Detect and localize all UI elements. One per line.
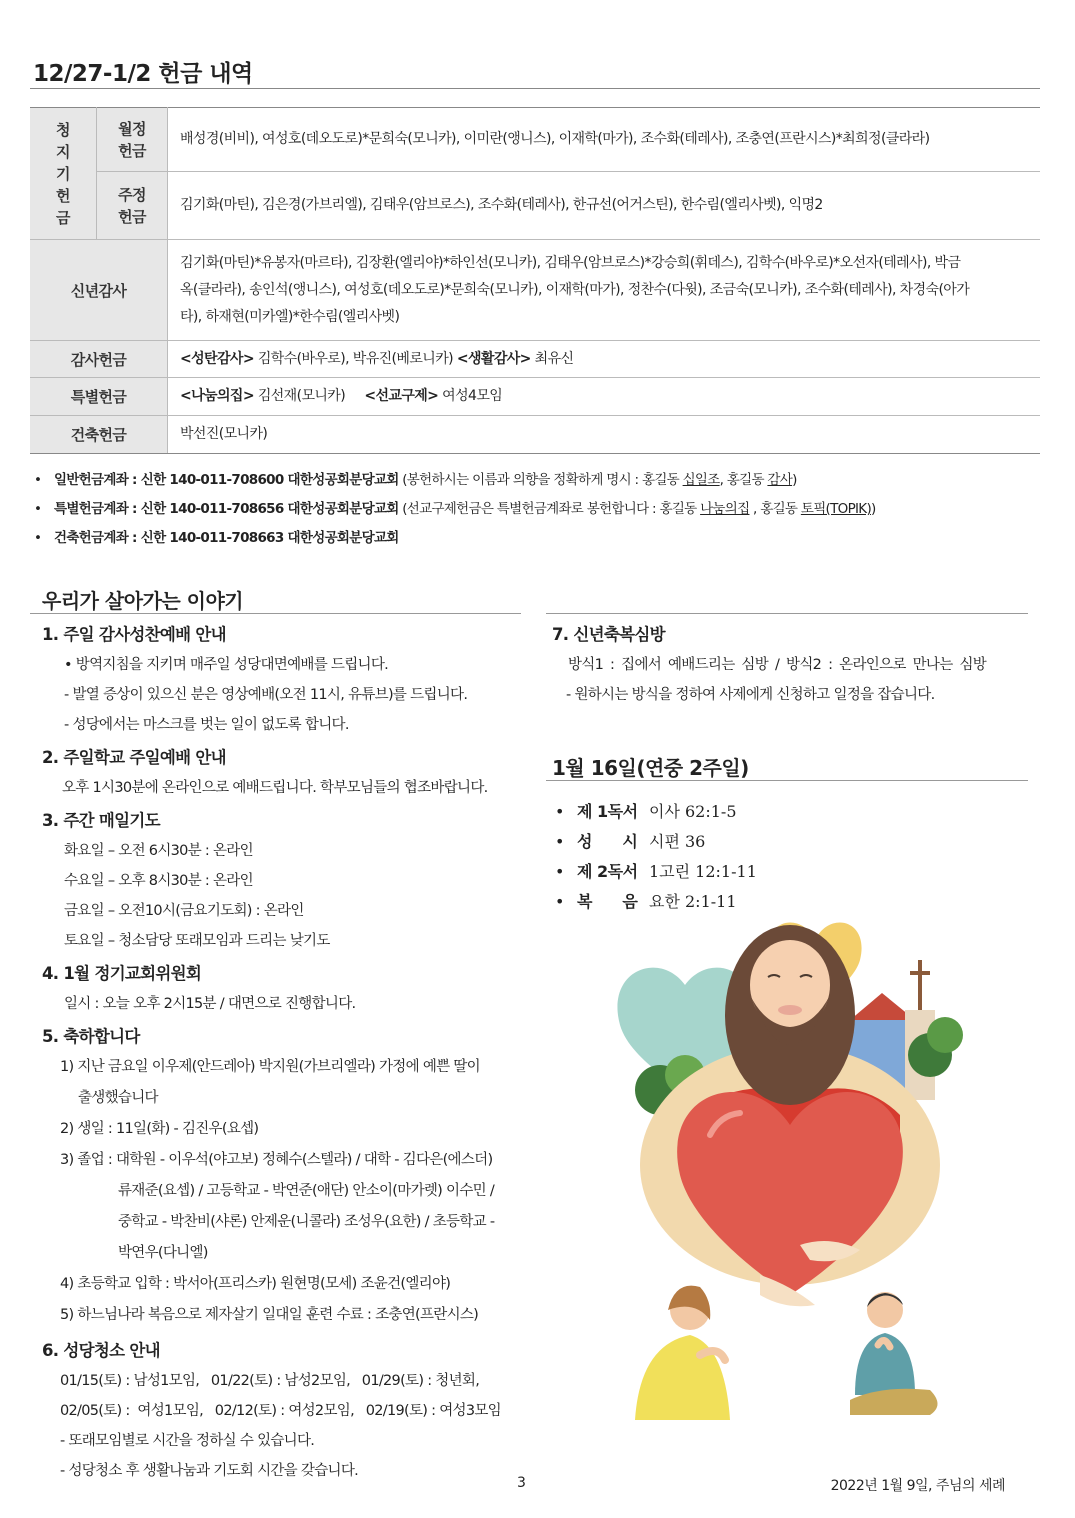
reading-item: • 복 음 요한 2:1-11 (555, 892, 737, 911)
thanks-value: <성탄감사> 김학수(바우로), 박유진(베로니카) <생활감사> 최유신 (168, 341, 1041, 378)
section-6-line: - 또래모임별로 시간을 정하실 수 있습니다. (60, 1433, 315, 1449)
section-5-line: 박연우(다니엘) (118, 1245, 208, 1261)
section-3-line: 금요일 – 오전10시(금요기도회) : 온라인 (64, 903, 304, 919)
right-divider (546, 613, 1028, 614)
section-4-line: 일시 : 오늘 오후 2시15분 / 대면으로 진행합니다. (64, 996, 356, 1012)
thanks-label: 감사헌금 (30, 341, 168, 378)
section-3-title: 3. 주간 매일기도 (42, 811, 160, 830)
section-1-line: - 발열 증상이 있으신 분은 영상예배(오전 11시, 유튜브)를 드립니다. (64, 687, 468, 703)
reading-item: • 제 2독서 1고린 12:1-11 (555, 862, 757, 881)
reading-item: • 성 시 시편 36 (555, 832, 706, 851)
section-5-title: 5. 축하합니다 (42, 1027, 140, 1046)
section-5-line: 2) 생일 : 11일(화) - 김진우(요셉) (60, 1121, 259, 1137)
building-account-item: • 건축헌금계좌 : 신한 140-011-708663 대한성공회분당교회 (30, 524, 1070, 553)
section-4-title: 4. 1월 정기교회위원회 (42, 964, 202, 983)
offering-table (30, 107, 1040, 454)
section-6-line: - 성당청소 후 생활나눔과 기도회 시간을 갖습니다. (60, 1463, 359, 1479)
special-value: <나눔의집> 김선재(모니카) <선교구제> 여성4모임 (168, 378, 1041, 416)
monthly-offering-value: 배성경(비비), 여성호(데오도로)*문희숙(모니카), 이미란(앵니스), 이재학(마가), 조수화(테레사), 조충연(프란시스)*최희정(클라라) (168, 108, 1041, 172)
story-title: 우리가 살아가는 이야기 (42, 589, 244, 613)
section-1-line: • 방역지침을 지키며 매주일 성당대면예배를 드립니다. (64, 657, 389, 673)
section-5-line: 출생했습니다 (78, 1090, 158, 1106)
building-label: 건축헌금 (30, 416, 168, 454)
newyear-label: 신년감사 (30, 240, 168, 341)
section-7-line: - 원하시는 방식을 정하여 사제에게 신청하고 일정을 잡습니다. (566, 687, 935, 703)
section-5-line: 3) 졸업 : 대학원 - 이우석(야고보) 정혜수(스텔라) / 대학 - 김다은(에스더) (60, 1152, 493, 1168)
footer-date: 2022년 1월 9일, 주님의 세례 (830, 1478, 1005, 1494)
weekly-offering-label: 주정 헌금 (97, 172, 168, 240)
story-left-column (42, 620, 522, 1486)
section-5-line: 류재준(요셉) / 고등학교 - 박연준(애단) 안소이(마가렛) 이수민 / (118, 1183, 495, 1199)
building-value: 박선진(모니카) (168, 416, 1041, 454)
regular-offering-label: 청 지 기 헌 금 (30, 108, 97, 240)
page-number: 3 (517, 1475, 526, 1491)
section-6-line: 02/05(토) : 여성1모임, 02/12(토) : 여성2모임, 02/19(토) : 여성3모임 (60, 1403, 501, 1419)
special-account-item: • 특별헌금계좌 : 신한 140-011-708656 대한성공회분당교회 (선교구제헌금은 특별헌금계좌로 봉헌합니다 : 홍길동 나눔의집 , 홍길동 토픽(TOPIK)) (30, 495, 1070, 524)
section-5-line: 1) 지난 금요일 이우제(안드레아) 박지원(가브리엘라) 가정에 예쁜 딸이 (60, 1059, 480, 1075)
section-5-line: 4) 초등학교 입학 : 박서아(프리스카) 원현명(모세) 조윤건(엘리야) (60, 1276, 451, 1292)
section-3-line: 화요일 – 오전 6시30분 : 온라인 (64, 843, 253, 859)
jesus-heart-illustration (600, 915, 980, 1420)
general-account-item: • 일반헌금계좌 : 신한 140-011-708600 대한성공회분당교회 (봉헌하시는 이름과 의향을 정확하게 명시 : 홍길동 십일조, 홍길동 감사) (30, 466, 1070, 495)
section-6-line: 01/15(토) : 남성1모임, 01/22(토) : 남성2모임, 01/29(토) : 청년회, (60, 1373, 480, 1389)
section-6-title: 6. 성당청소 안내 (42, 1341, 160, 1360)
account-list (30, 466, 1070, 553)
section-3-line: 토요일 – 청소담당 또래모임과 드리는 낮기도 (64, 933, 330, 949)
readings-list (555, 797, 757, 917)
title-divider (30, 88, 1040, 89)
offering-title: 12/27-1/2 헌금 내역 (33, 61, 253, 87)
section-7-title: 7. 신년축복심방 (552, 625, 665, 644)
special-label: 특별헌금 (30, 378, 168, 416)
section-2-title: 2. 주일학교 주일예배 안내 (42, 748, 226, 767)
section-2-line: 오후 1시30분에 온라인으로 예배드립니다. 학부모님들의 협조바랍니다. (62, 780, 488, 796)
section-5-line: 5) 하느님나라 복음으로 제자살기 일대일 훈련 수료 : 조충연(프란시스) (60, 1307, 479, 1323)
section-3-line: 수요일 – 오후 8시30분 : 온라인 (64, 873, 253, 889)
monthly-offering-label: 월정 헌금 (97, 108, 168, 172)
weekly-offering-value: 김기화(마틴), 김은경(가브리엘), 김태우(암브로스), 조수화(테레사), 한규선(어거스틴), 한수림(엘리사벳), 익명2 (168, 172, 1041, 240)
section-7-line: 방식1 : 집에서 예배드리는 심방 / 방식2 : 온라인으로 만나는 심방 (568, 657, 987, 673)
section-5-line: 중학교 - 박찬비(샤론) 안제운(니콜라) 조성우(요한) / 초등학교 - (118, 1214, 495, 1230)
readings-title: 1월 16일(연중 2주일) (552, 756, 749, 780)
reading-item: • 제 1독서 이사 62:1-5 (555, 802, 737, 821)
story-right-column (552, 620, 1032, 710)
readings-divider (546, 780, 1028, 781)
newyear-value: 김기화(마틴)*유봉자(마르타), 김장환(엘리야)*하인선(모니카), 김태우(암브로스)*강승희(휘데스), 김학수(바우로)*오선자(테레사), 박금 옥(클라라), 송인석(앵니스), 여성호(데오도로)*문희숙(모니카), 이재학(마가), 정찬수(다윗), 조금숙(모니카), 조수화(테레사), 차경숙(아가 타), 하재현(미카엘)*한수림(엘리사벳) (168, 240, 1041, 341)
story-divider (30, 613, 521, 614)
section-1-title: 1. 주일 감사성찬예배 안내 (42, 625, 226, 644)
section-1-line: - 성당에서는 마스크를 벗는 일이 없도록 합니다. (64, 717, 349, 733)
